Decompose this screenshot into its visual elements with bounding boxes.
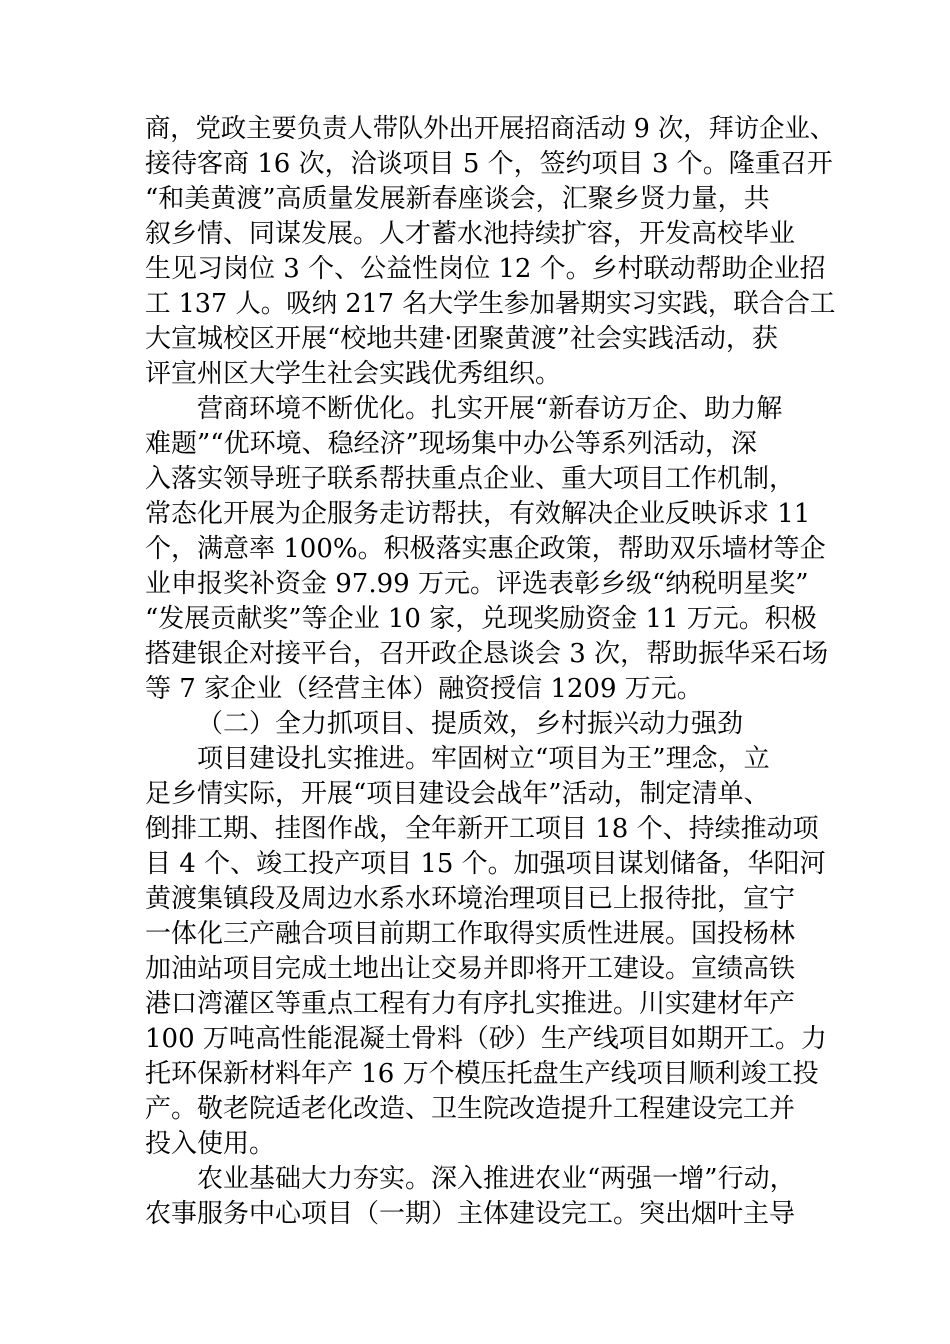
text-line: “发展贡献奖”等企业 10 家，兑现奖励资金 11 万元。积极 (145, 604, 817, 634)
text-line: 投入使用。 (145, 1129, 276, 1159)
text-line: 商，党政主要负责人带队外出开展招商活动 9 次，拜访企业、 (145, 114, 836, 144)
paragraph-start-line: 营商环境不断优化。扎实开展“新春访万企、助力解 (197, 394, 783, 424)
text-line: 黄渡集镇段及周边水系水环境治理项目已上报待批，宣宁 (145, 884, 796, 914)
text-line: 入落实领导班子联系帮扶重点企业、重大项目工作机制， (145, 464, 796, 494)
text-line: “和美黄渡”高质量发展新春座谈会，汇聚乡贤力量，共 (145, 184, 770, 214)
text-line: 目 4 个、竣工投产项目 15 个。加强项目谋划储备，华阳河 (145, 849, 826, 879)
text-line: 等 7 家企业（经营主体）融资授信 1209 万元。 (145, 674, 703, 704)
text-line: 倒排工期、挂图作战，全年新开工项目 18 个、持续推动项 (145, 814, 819, 844)
text-line: 一体化三产融合项目前期工作取得实质性进展。国投杨林 (145, 919, 796, 949)
text-line: 叙乡情、同谋发展。人才蓄水池持续扩容，开发高校毕业 (145, 219, 796, 249)
text-line: 港口湾灌区等重点工程有力有序扎实推进。川实建材年产 (145, 989, 796, 1019)
text-line: 评宣州区大学生社会实践优秀组织。 (145, 359, 562, 389)
text-line: 业申报奖补资金 97.99 万元。评选表彰乡级“纳税明星奖” (145, 569, 809, 599)
text-line: 农事服务中心项目（一期）主体建设完工。突出烟叶主导 (145, 1199, 796, 1229)
text-line: 搭建银企对接平台，召开政企恳谈会 3 次，帮助振华采石场 (145, 639, 829, 669)
section-heading: （二）全力抓项目、提质效，乡村振兴动力强劲 (197, 709, 744, 739)
text-line: 大宣城校区开展“校地共建·团聚黄渡”社会实践活动，获 (145, 324, 778, 354)
paragraph-start-line: 项目建设扎实推进。牢固树立“项目为王”理念，立 (197, 744, 770, 774)
text-line: 常态化开展为企服务走访帮扶，有效解决企业反映诉求 11 (145, 499, 811, 529)
text-line: 加油站项目完成土地出让交易并即将开工建设。宣绩高铁 (145, 954, 796, 984)
text-line: 接待客商 16 次，洽谈项目 5 个，签约项目 3 个。隆重召开 (145, 149, 833, 179)
text-line: 个，满意率 100%。积极落实惠企政策，帮助双乐墙材等企 (145, 534, 826, 564)
text-line: 生见习岗位 3 个、公益性岗位 12 个。乡村联动帮助企业招 (145, 254, 826, 284)
text-line: 100 万吨高性能混凝土骨料（砂）生产线项目如期开工。力 (145, 1024, 827, 1054)
paragraph-start-line: 农业基础大力夯实。深入推进农业“两强一增”行动， (197, 1164, 796, 1194)
text-line: 产。敬老院适老化改造、卫生院改造提升工程建设完工并 (145, 1094, 796, 1124)
document-body (145, 112, 836, 1232)
text-line: 难题”“优环境、稳经济”现场集中办公等系列活动，深 (145, 429, 757, 459)
text-line: 托环保新材料年产 16 万个模压托盘生产线项目顺利竣工投 (145, 1059, 819, 1089)
text-line: 足乡情实际，开展“项目建设会战年”活动，制定清单、 (145, 779, 770, 809)
text-line: 工 137 人。吸纳 217 名大学生参加暑期实习实践，联合合工 (145, 289, 836, 319)
